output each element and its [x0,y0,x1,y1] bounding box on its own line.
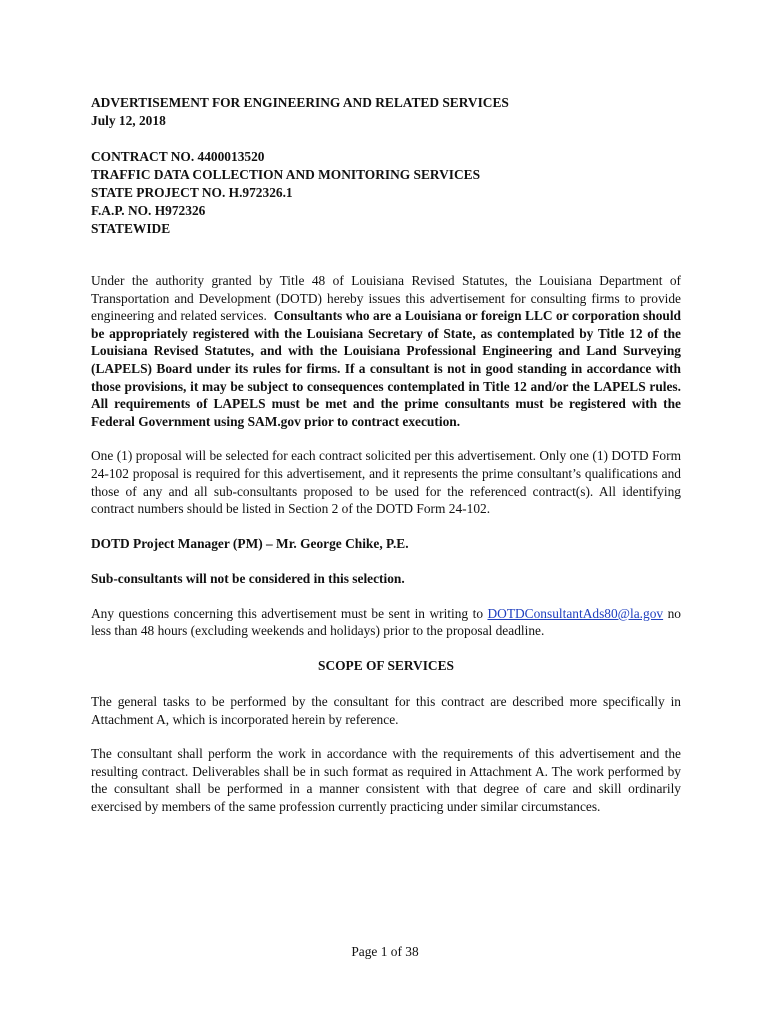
document-title: ADVERTISEMENT FOR ENGINEERING AND RELATED SERVICES [91,95,509,110]
location: STATEWIDE [91,221,171,236]
proposal-paragraph: One (1) proposal will be selected for each contract solicited per this advertisement. Only one (1) DOTD Form 24-102 proposal is required for this advertisement, and it represents the prime consultant’s qualifications and those of any and all sub-consultants proposed to be used for the referenced contract(s). All identifying contract numbers should be listed in Section 2 of the DOTD Form 24-102. [91,448,681,517]
contact-email-link[interactable]: DOTDConsultantAds80@la.gov [487,605,664,621]
questions-text-before: Any questions concerning this advertisement must be sent in writing to [91,605,484,621]
page-number: Page 1 of 38 [351,944,419,959]
questions-text-after: no less than 48 hours (excluding weekends and holidays) prior to the proposal deadline. [91,605,681,639]
fap-number: F.A.P. NO. H972326 [91,203,206,218]
advertisement-header [91,94,681,238]
questions-paragraph [91,605,681,640]
document-date: July 12, 2018 [91,113,166,128]
intro-paragraph [91,272,681,430]
project-manager-line: DOTD Project Manager (PM) – Mr. George Chike, P.E. [91,535,409,551]
contract-number: CONTRACT NO. 4400013520 [91,149,265,164]
page-content [91,94,681,815]
state-project-number: STATE PROJECT NO. H.972326.1 [91,185,293,200]
scope-heading: SCOPE OF SERVICES [318,657,454,673]
scope-paragraph-1: The general tasks to be performed by the consultant for this contract are described more specifically in Attachment A, which is incorporated herein by reference. [91,693,681,727]
intro-plain-text: Under the authority granted by Title 48 of Louisiana Revised Statutes, the Louisiana Department of Transportation and Development (DOTD) hereby issues this advertisement for consulting firms to provide engineering and related services. [91,273,681,324]
intro-bold-text: Consultants who are a Louisiana or foreign LLC or corporation should be appropriately registered with the Louisiana Secretary of State, as contemplated by Title 12 of the Louisiana Revised Statutes, and with the Louisiana Professional Engineering and Land Surveying (LAPELS) Board under its rules for firms. If a consultant is not in good standing in accordance with those provisions, it may be subject to consequences contemplated in Title 12 and/or the LAPELS rules. All requirements of LAPELS must be met and the prime consultants must be registered with the Federal Government using SAM.gov prior to contract execution. [91,308,681,429]
contract-name: TRAFFIC DATA COLLECTION AND MONITORING SERVICES [91,167,481,182]
subconsultants-note: Sub-consultants will not be considered in this selection. [91,570,405,586]
scope-paragraph-2: The consultant shall perform the work in accordance with the requirements of this advertisement and the resulting contract. Deliverables shall be in such format as required in Attachment A. The work performed by the consultant shall be performed in a manner consistent with that degree of care and skill ordinarily exercised by members of the same profession currently practicing under similar circumstances. [91,746,681,814]
